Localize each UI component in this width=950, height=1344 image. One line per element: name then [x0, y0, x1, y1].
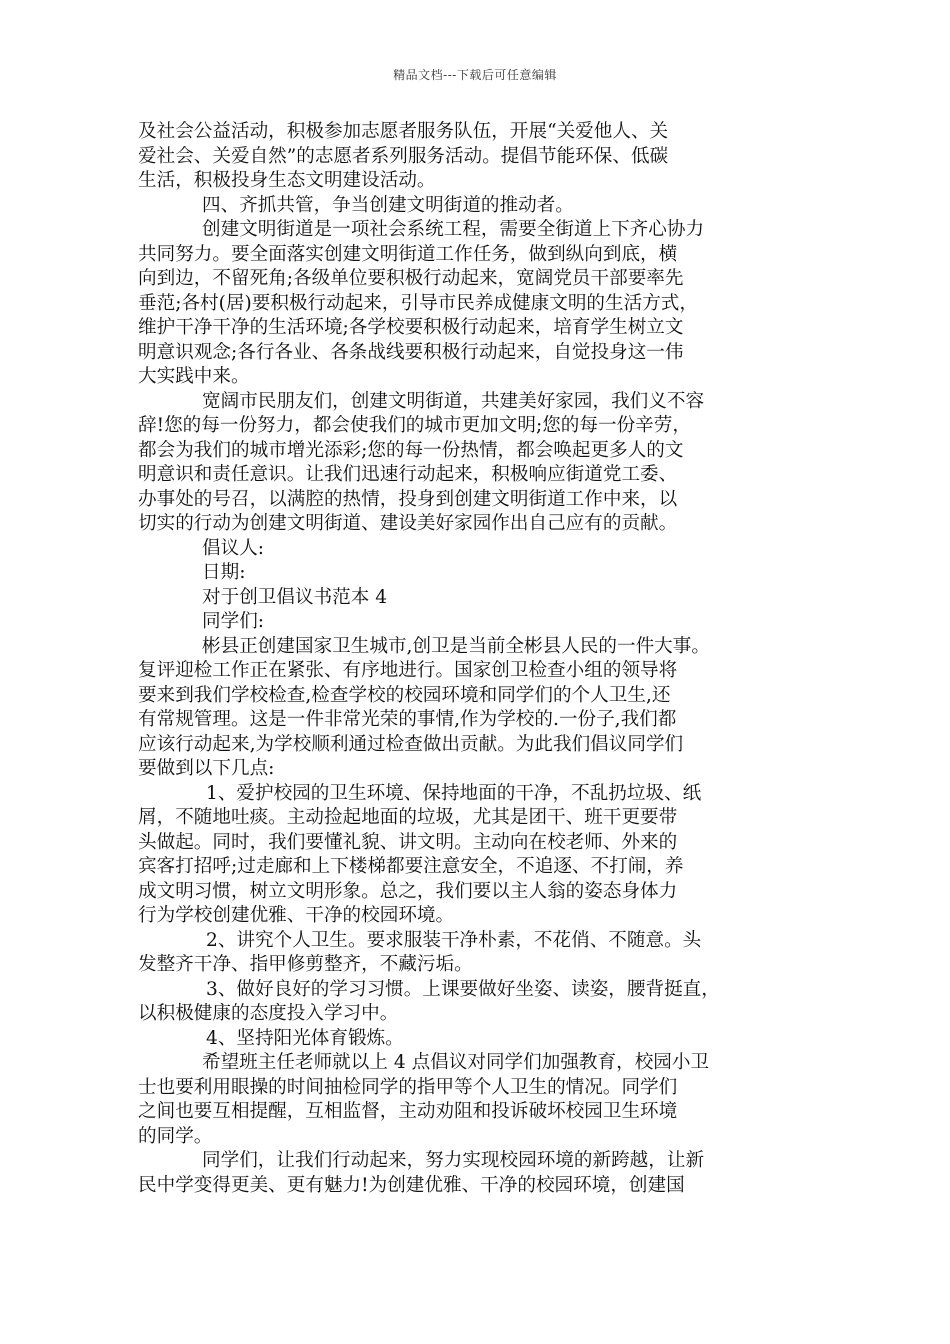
text-line: 的同学。 [138, 1125, 213, 1147]
text-line: 生活，积极投身生态文明建设活动。 [138, 170, 436, 191]
text-line: 应该行动起来,为学校顺利通过检查做出贡献。为此我们倡议同学们 [138, 733, 684, 755]
text-line: 以积极健康的态度投入学习中。 [138, 1003, 399, 1024]
text-line: 同学们，让我们行动起来，努力实现校园环境的新跨越，让新 [202, 1150, 705, 1171]
text-line: 日期: [202, 562, 246, 583]
document-text [138, 120, 814, 1198]
text-line: 要来到我们学校检查,检查学校的校园环境和同学们的个人卫生,还 [138, 684, 671, 706]
text-line: 明意识观念;各行各业、各条战线要积极行动起来，自觉投身这一伟 [138, 341, 684, 363]
text-line: 宾客打招呼;过走廊和上下楼梯都要注意安全，不追逐、不打闹，养 [138, 856, 684, 877]
text-line: 希望班主任老师就以上 4 点倡议对同学们加强教育，校园小卫 [202, 1052, 710, 1073]
text-line: 行为学校创建优雅、干净的校园环境。 [138, 905, 455, 926]
text-line: 都会为我们的城市增光添彩;您的每一份热情，都会唤起更多人的文 [138, 439, 684, 461]
text-line: 同学们: [202, 611, 265, 632]
text-line: 垂范;各村(居)要积极行动起来，引导市民养成健康文明的生活方式， [138, 292, 698, 314]
text-line: 明意识和责任意识。让我们迅速行动起来，积极响应街道党工委、 [138, 464, 678, 485]
text-line: 士也要利用眼操的时间抽检同学的指甲等个人卫生的情况。同学们 [138, 1076, 678, 1098]
text-line: 屑，不随地吐痰。主动捡起地面的垃圾，尤其是团干、班干更要带 [138, 807, 678, 828]
text-line: 1、爱护校园的卫生环境、保持地面的干净，不乱扔垃圾、纸 [206, 782, 702, 804]
text-line: 辞!您的每一份努力，都会使我们的城市更加文明;您的每一份辛劳， [138, 415, 691, 436]
text-line: 爱社会、关爱自然”的志愿者系列服务活动。提倡节能环保、低碳 [138, 145, 669, 167]
text-line: 民中学变得更美、更有魅力!为创建优雅、干净的校园环境，创建国 [138, 1174, 685, 1196]
text-line: 有常规管理。这是一件非常光荣的事情,作为学校的.一份子,我们都 [138, 709, 677, 730]
text-line: 及社会公益活动，积极参加志愿者服务队伍，开展“关爱他人、关 [138, 121, 669, 142]
text-line: 彬县正创建国家卫生城市,创卫是当前全彬县人民的一件大事。 [202, 635, 710, 657]
text-line: 倡议人: [202, 537, 265, 559]
text-line: 复评迎检工作正在紧张、有序地进行。国家创卫检查小组的领导将 [138, 660, 678, 681]
text-line: 大实践中来。 [138, 366, 250, 387]
text-line: 对于创卫倡议书范本 4 [202, 586, 388, 608]
text-line: 办事处的号召，以满腔的热情，投身到创建文明街道工作中来，以 [138, 488, 678, 510]
text-line: 创建文明街道是一项社会系统工程，需要全街道上下齐心协力 [202, 219, 705, 240]
text-line: 3、做好良好的学习习惯。上课要做好坐姿、读姿，腰背挺直， [206, 978, 720, 1000]
document-body [138, 120, 814, 1198]
text-line: 发整齐干净、指甲修剪整齐，不藏污垢。 [138, 954, 473, 975]
page-header: 精品文档---下载后可任意编辑 [393, 68, 557, 82]
text-line: 4、坚持阳光体育锻炼。 [206, 1027, 404, 1049]
text-line: 宽阔市民朋友们，创建文明街道，共建美好家园，我们义不容 [202, 390, 705, 412]
text-line: 头做起。同时，我们要懂礼貌、讲文明。主动向在校老师、外来的 [138, 831, 678, 853]
text-line: 2、讲究个人卫生。要求服装干净朴素，不花俏、不随意。头 [206, 929, 702, 951]
text-line: 切实的行动为创建文明街道、建设美好家园作出自己应有的贡献。 [138, 513, 678, 534]
text-line: 要做到以下几点: [138, 758, 275, 779]
text-line: 共同努力。要全面落实创建文明街道工作任务，做到纵向到底，横 [138, 243, 678, 265]
text-line: 向到边，不留死角;各级单位要积极行动起来，宽阔党员干部要率先 [138, 268, 684, 289]
text-line: 四、齐抓共管，争当创建文明街道的推动者。 [202, 194, 574, 216]
text-line: 成文明习惯，树立文明形象。总之，我们要以主人翁的姿态身体力 [138, 880, 678, 902]
text-line: 之间也要互相提醒，互相监督，主动劝阻和投诉破坏校园卫生环境 [138, 1101, 678, 1122]
text-line: 维护干净干净的生活环境;各学校要积极行动起来，培育学生树立文 [138, 317, 684, 338]
